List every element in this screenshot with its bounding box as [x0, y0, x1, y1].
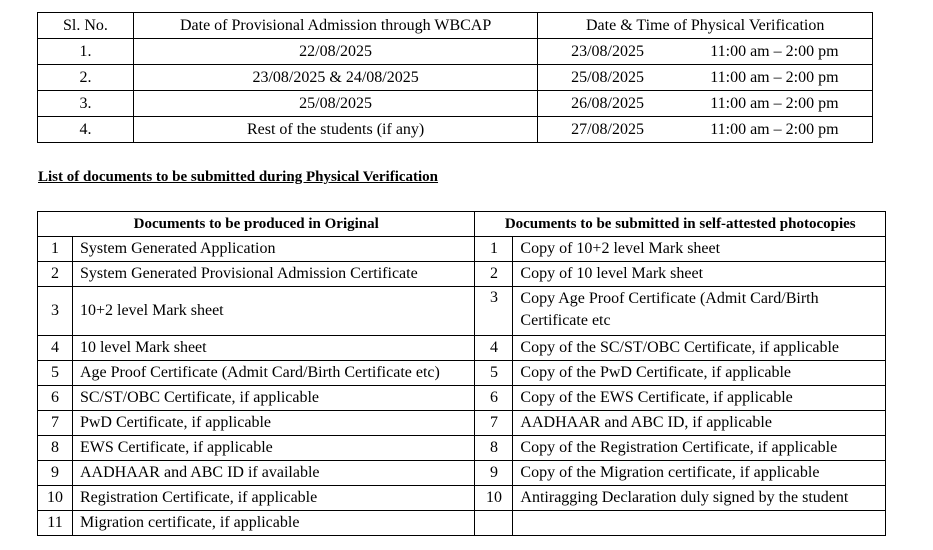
document-row: [38, 461, 886, 486]
photocopy-doc-text: Antiragging Declaration duly signed by the student: [513, 486, 886, 511]
document-row: [38, 336, 886, 361]
photocopy-doc-number: 3: [475, 287, 513, 336]
schedule-time: 11:00 am – 2:00 pm: [677, 65, 873, 91]
schedule-admission: 23/08/2025 & 24/08/2025: [133, 65, 537, 91]
document-row: [38, 386, 886, 411]
document-row: [38, 237, 886, 262]
schedule-admission: 22/08/2025: [133, 39, 537, 65]
photocopy-documents-header: Documents to be submitted in self-attested photocopies: [475, 212, 886, 237]
schedule-date: 27/08/2025: [538, 117, 677, 143]
original-doc-number: 9: [38, 461, 73, 486]
original-doc-number: 6: [38, 386, 73, 411]
original-doc-text: PwD Certificate, if applicable: [72, 411, 475, 436]
document-row: [38, 411, 886, 436]
schedule-admission: 25/08/2025: [133, 91, 537, 117]
original-doc-number: 3: [38, 287, 73, 336]
document-row: [38, 287, 886, 336]
document-row: [38, 361, 886, 386]
documents-header-row: [38, 212, 886, 237]
photocopy-doc-text: Copy of the SC/ST/OBC Certificate, if applicable: [513, 336, 886, 361]
original-doc-number: 7: [38, 411, 73, 436]
photocopy-doc-number: [475, 511, 513, 536]
original-doc-number: 1: [38, 237, 73, 262]
original-doc-number: 4: [38, 336, 73, 361]
original-doc-text: System Generated Application: [72, 237, 475, 262]
original-doc-text: Registration Certificate, if applicable: [72, 486, 475, 511]
photocopy-doc-number: 1: [475, 237, 513, 262]
schedule-row: [38, 39, 873, 65]
photocopy-doc-text: Copy of the Registration Certificate, if applicable: [513, 436, 886, 461]
documents-body: [38, 237, 886, 536]
schedule-time: 11:00 am – 2:00 pm: [677, 117, 873, 143]
original-doc-text: Age Proof Certificate (Admit Card/Birth Certificate etc): [72, 361, 475, 386]
photocopy-doc-text: Copy of 10+2 level Mark sheet: [513, 237, 886, 262]
schedule-time: 11:00 am – 2:00 pm: [677, 39, 873, 65]
schedule-date: 23/08/2025: [538, 39, 677, 65]
photocopy-doc-number: 8: [475, 436, 513, 461]
original-doc-text: Migration certificate, if applicable: [72, 511, 475, 536]
document-row: [38, 486, 886, 511]
schedule-row: [38, 91, 873, 117]
document-row: [38, 262, 886, 287]
photocopy-doc-number: 9: [475, 461, 513, 486]
original-doc-text: SC/ST/OBC Certificate, if applicable: [72, 386, 475, 411]
original-documents-header: Documents to be produced in Original: [38, 212, 475, 237]
photocopy-doc-text: Copy of the EWS Certificate, if applicable: [513, 386, 886, 411]
schedule-date: 25/08/2025: [538, 65, 677, 91]
schedule-time: 11:00 am – 2:00 pm: [677, 91, 873, 117]
schedule-admission: Rest of the students (if any): [133, 117, 537, 143]
original-doc-text: EWS Certificate, if applicable: [72, 436, 475, 461]
documents-table: [37, 211, 886, 536]
schedule-table: [37, 12, 873, 143]
original-doc-text: 10+2 level Mark sheet: [72, 287, 475, 336]
original-doc-text: AADHAAR and ABC ID if available: [72, 461, 475, 486]
photocopy-doc-number: 10: [475, 486, 513, 511]
document-row: [38, 511, 886, 536]
schedule-row: [38, 65, 873, 91]
photocopy-doc-number: 6: [475, 386, 513, 411]
schedule-row: [38, 117, 873, 143]
document-row: [38, 436, 886, 461]
photocopy-doc-text: AADHAAR and ABC ID, if applicable: [513, 411, 886, 436]
photocopy-doc-number: 5: [475, 361, 513, 386]
original-doc-number: 10: [38, 486, 73, 511]
header-sl-no: Sl. No.: [38, 13, 134, 39]
schedule-sl: 2.: [38, 65, 134, 91]
original-doc-number: 11: [38, 511, 73, 536]
original-doc-text: 10 level Mark sheet: [72, 336, 475, 361]
photocopy-doc-text: [513, 511, 886, 536]
photocopy-doc-number: 7: [475, 411, 513, 436]
documents-list-heading: List of documents to be submitted during Physical Verification: [38, 169, 439, 185]
original-doc-number: 8: [38, 436, 73, 461]
header-admission-date: Date of Provisional Admission through WBCAP: [133, 13, 537, 39]
original-doc-text: System Generated Provisional Admission Certificate: [72, 262, 475, 287]
original-doc-number: 5: [38, 361, 73, 386]
schedule-sl: 4.: [38, 117, 134, 143]
schedule-date: 26/08/2025: [538, 91, 677, 117]
photocopy-doc-number: 2: [475, 262, 513, 287]
schedule-sl: 1.: [38, 39, 134, 65]
schedule-header-row: [38, 13, 873, 39]
photocopy-doc-text: Copy Age Proof Certificate (Admit Card/Birth Certificate etc: [513, 287, 886, 336]
original-doc-number: 2: [38, 262, 73, 287]
photocopy-doc-number: 4: [475, 336, 513, 361]
photocopy-doc-text: Copy of 10 level Mark sheet: [513, 262, 886, 287]
photocopy-doc-text: Copy of the PwD Certificate, if applicable: [513, 361, 886, 386]
header-verification: Date & Time of Physical Verification: [538, 13, 873, 39]
photocopy-doc-text: Copy of the Migration certificate, if applicable: [513, 461, 886, 486]
schedule-sl: 3.: [38, 91, 134, 117]
